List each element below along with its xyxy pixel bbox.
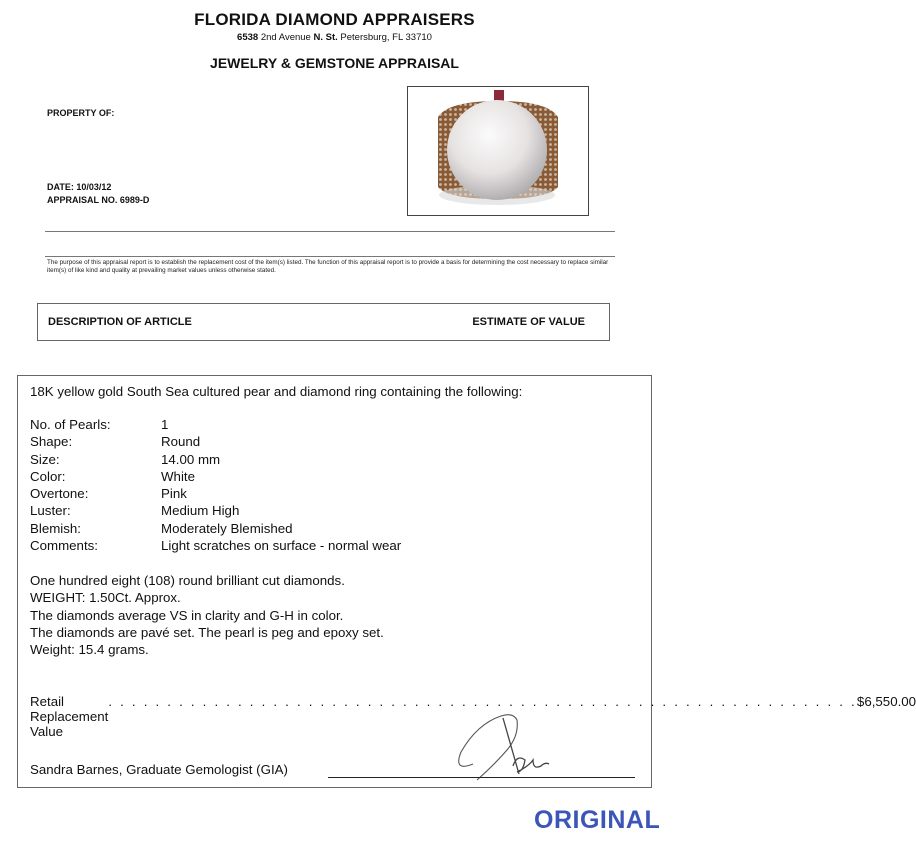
spec-label: Overtone:	[30, 486, 89, 502]
spec-row	[30, 502, 401, 519]
signature-underline	[328, 777, 635, 778]
spec-value: Pink	[161, 486, 187, 502]
spec-label: Comments:	[30, 538, 98, 554]
description-header: DESCRIPTION OF ARTICLE	[48, 316, 192, 328]
address-street: 2nd Avenue	[258, 32, 314, 43]
spec-row	[30, 433, 401, 450]
spec-row	[30, 485, 401, 502]
pearl-ring-image	[408, 87, 586, 213]
divider-line	[45, 256, 615, 257]
pearl-specs	[30, 416, 401, 554]
spec-value: Moderately Blemished	[161, 520, 293, 536]
estimate-header: ESTIMATE OF VALUE	[472, 316, 585, 328]
date-line: DATE: 10/03/12	[47, 182, 112, 192]
address-city: Petersburg, FL 33710	[337, 32, 432, 43]
appraiser-name: Sandra Barnes, Graduate Gemologist (GIA)	[30, 762, 288, 777]
diamond-details	[30, 572, 384, 658]
spec-row	[30, 451, 401, 468]
diamond-line: One hundred eight (108) round brilliant cut diamonds.	[30, 573, 345, 588]
spec-row	[30, 468, 401, 485]
spec-row	[30, 416, 401, 433]
spec-value: Medium High	[161, 503, 240, 519]
spec-label: Blemish:	[30, 520, 81, 536]
diamond-line: The diamonds average VS in clarity and G-H in color.	[30, 607, 344, 623]
spec-value: Round	[161, 434, 201, 450]
table-header-box	[37, 303, 610, 341]
spec-label: Shape:	[30, 434, 73, 450]
signature	[433, 706, 563, 784]
article-intro: 18K yellow gold South Sea cultured pear and diamond ring containing the following:	[30, 384, 523, 399]
retail-value: $6,550.00	[856, 694, 916, 709]
document-title: JEWELRY & GEMSTONE APPRAISAL	[210, 55, 459, 71]
purpose-statement: The purpose of this appraisal report is to establish the replacement cost of the item(s) listed. The function of this appraisal report is to provide a basis for determining the cost necessary to replace similar item(s) of like kind and quality at prevailing market values unless otherwise stated.	[47, 259, 609, 274]
spec-label: Size:	[30, 451, 60, 467]
divider-line	[45, 231, 615, 232]
property-of-label: PROPERTY OF:	[47, 108, 115, 118]
spec-value: 14.00 mm	[161, 451, 221, 467]
original-stamp: ORIGINAL	[534, 806, 661, 834]
spec-value: White	[161, 468, 195, 484]
pearl	[447, 100, 547, 200]
spec-label: Luster:	[30, 503, 71, 519]
address-number: 6538	[237, 32, 259, 43]
dot-leader: . . . . . . . . . . . . . . . . . . . . . . . . . . . . . . . . . . . . . . . . . . . . . . . . . . . . . . . . . . . . . . . .	[108, 694, 857, 709]
diamond-line: The diamonds are pavé set. The pearl is peg and epoxy set.	[30, 624, 384, 640]
diamond-line: WEIGHT: 1.50Ct. Approx.	[30, 590, 181, 606]
company-address	[0, 32, 669, 43]
appraisal-number: APPRAISAL NO. 6989-D	[47, 195, 150, 205]
appraiser-signature-line	[30, 762, 288, 777]
diamond-line: Weight: 15.4 grams.	[30, 642, 149, 658]
spec-row	[30, 520, 401, 537]
spec-label: No. of Pearls:	[30, 417, 111, 432]
company-name: FLORIDA DIAMOND APPRAISERS	[194, 10, 475, 29]
address-ns: N. St.	[313, 32, 338, 43]
spec-label: Color:	[30, 468, 66, 484]
ring-photo	[407, 86, 589, 216]
article-box	[17, 375, 916, 788]
spec-value: Light scratches on surface - normal wear	[161, 538, 402, 554]
spec-value: 1	[161, 417, 169, 432]
spec-row	[30, 537, 401, 554]
retail-label: Retail Replacement Value	[30, 694, 109, 739]
